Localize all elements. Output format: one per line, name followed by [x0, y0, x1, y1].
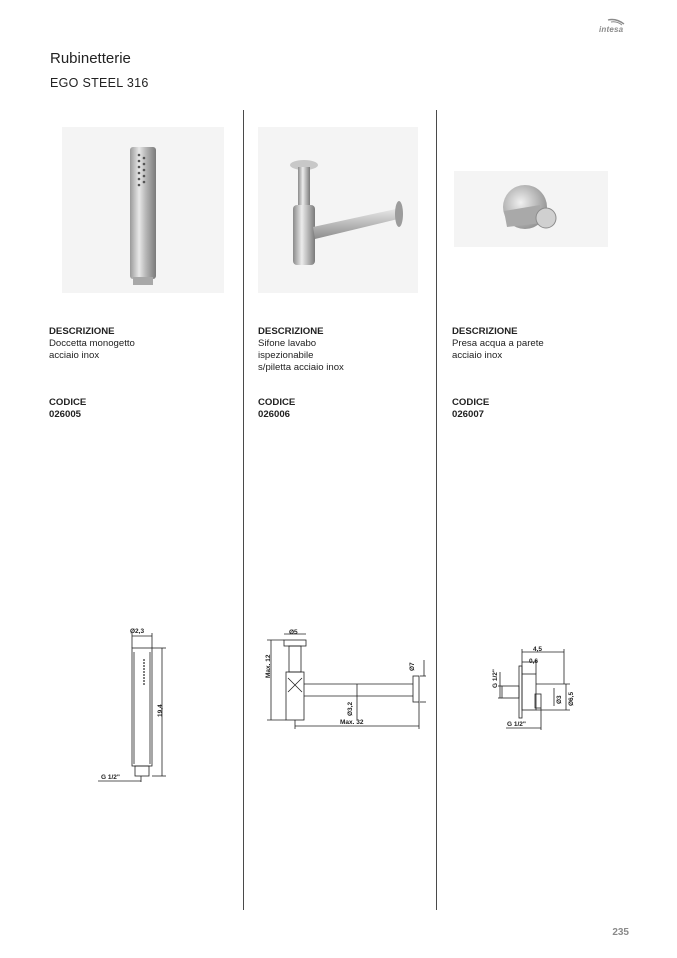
page-subtitle: EGO STEEL 316 [50, 76, 149, 90]
brand-logo [599, 18, 629, 36]
dim-outlet-depth: 4,5 [533, 646, 543, 653]
technical-drawing-outlet [486, 644, 578, 732]
dim-shower-thread: G 1/2" [101, 774, 120, 781]
dim-shower-diameter: Ø2,3 [130, 628, 145, 635]
dim-siphon-end-diameter: Ø7 [409, 662, 416, 671]
description-line: s/piletta acciaio inox [258, 362, 344, 373]
product-info-3 [452, 326, 544, 421]
description-line: acciaio inox [49, 350, 100, 361]
product-code: 026007 [452, 409, 485, 420]
product-photo-siphon [258, 127, 418, 293]
description-line: ispezionabile [258, 350, 314, 361]
dim-siphon-pipe-diameter: Ø3,2 [347, 701, 354, 716]
product-code: 026005 [49, 409, 82, 420]
dim-siphon-top-diameter: Ø5 [289, 629, 298, 636]
description-label: DESCRIZIONE [258, 326, 324, 337]
page-number: 235 [612, 927, 629, 938]
description-label: DESCRIZIONE [452, 326, 518, 337]
dim-outlet-thread-left: G 1/2" [492, 669, 499, 688]
technical-drawing-siphon [262, 626, 432, 732]
dim-outlet-inner-diameter: Ø3 [556, 695, 563, 704]
dim-shower-length: 19,4 [157, 704, 164, 717]
product-photo-shower [62, 127, 224, 293]
description-line: Sifone lavabo [258, 338, 317, 349]
description-line: acciaio inox [452, 350, 503, 361]
column-divider [243, 110, 244, 910]
description-line: Doccetta monogetto [49, 338, 135, 349]
dim-outlet-plate: 0,6 [529, 658, 539, 665]
dim-siphon-length: Max. 32 [340, 719, 364, 726]
dim-outlet-thread-bottom: G 1/2" [507, 721, 526, 728]
product-info-2 [258, 326, 344, 421]
code-label: CODICE [49, 397, 87, 408]
page-title: Rubinetterie [50, 50, 131, 67]
dim-siphon-height: Max. 12 [265, 654, 272, 678]
code-label: CODICE [452, 397, 490, 408]
technical-drawing-shower [96, 622, 172, 784]
product-code: 026006 [258, 409, 291, 420]
product-info-1 [49, 326, 135, 421]
description-line: Presa acqua a parete [452, 338, 544, 349]
product-photo-outlet [454, 171, 608, 247]
brand-name: intesa [599, 25, 624, 34]
code-label: CODICE [258, 397, 296, 408]
description-label: DESCRIZIONE [49, 326, 115, 337]
dim-outlet-outer-diameter: Ø6,5 [568, 691, 575, 706]
column-divider [436, 110, 437, 910]
